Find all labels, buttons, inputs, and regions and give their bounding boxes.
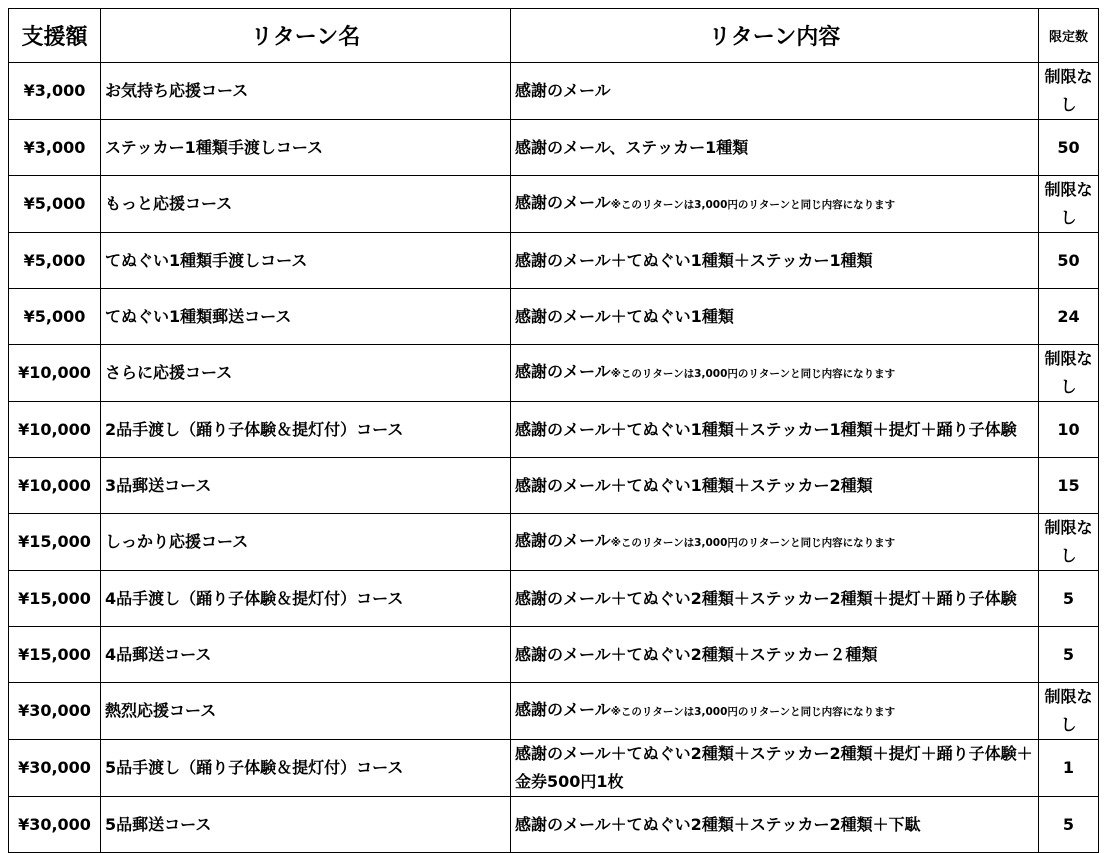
cell-limit: 制限なし (1039, 176, 1099, 233)
cell-limit: 15 (1039, 458, 1099, 514)
content-text: 感謝のメール (515, 531, 611, 550)
table-row (9, 233, 1099, 289)
cell-return-name: もっと応援コース (101, 176, 511, 233)
content-note: ※このリターンは3,000円のリターンと同じ内容になります (610, 368, 896, 380)
content-text: 感謝のメール (515, 81, 611, 100)
cell-amount: ¥15,000 (9, 571, 101, 627)
cell-return-content (511, 571, 1039, 627)
cell-amount: ¥5,000 (9, 233, 101, 289)
table-row (9, 683, 1099, 740)
content-text: 感謝のメール (515, 700, 611, 719)
cell-amount: ¥5,000 (9, 289, 101, 345)
content-note: ※このリターンは3,000円のリターンと同じ内容になります (610, 537, 896, 549)
table-row (9, 176, 1099, 233)
content-text: 感謝のメール＋てぬぐい1種類＋ステッカー1種類 (515, 250, 873, 270)
table-row (9, 514, 1099, 571)
cell-return-name: てぬぐい1種類郵送コース (101, 289, 511, 345)
content-text: 感謝のメール＋てぬぐい2種類＋ステッカー2種類＋下駄 (515, 814, 921, 834)
content-text: 感謝のメール＋てぬぐい1種類 (515, 306, 734, 326)
cell-return-name: お気持ち応援コース (101, 63, 511, 120)
table-row (9, 571, 1099, 627)
cell-amount: ¥3,000 (9, 63, 101, 120)
content-text: 感謝のメール＋てぬぐい2種類＋ステッカー２種類 (515, 644, 878, 664)
cell-return-name: ステッカー1種類手渡しコース (101, 120, 511, 176)
table-row (9, 627, 1099, 683)
table-row (9, 63, 1099, 120)
cell-limit: 5 (1039, 571, 1099, 627)
cell-return-content (511, 740, 1039, 797)
cell-return-content (511, 458, 1039, 514)
header-row (9, 9, 1099, 63)
cell-return-name: しっかり応援コース (101, 514, 511, 571)
cell-return-content (511, 233, 1039, 289)
cell-amount: ¥30,000 (9, 683, 101, 740)
table-row (9, 797, 1099, 853)
cell-return-content (511, 402, 1039, 458)
cell-limit: 50 (1039, 233, 1099, 289)
cell-return-name: てぬぐい1種類手渡しコース (101, 233, 511, 289)
cell-return-content (511, 514, 1039, 571)
cell-return-content (511, 627, 1039, 683)
header-content: リターン内容 (511, 9, 1039, 63)
cell-amount: ¥15,000 (9, 627, 101, 683)
cell-return-content (511, 289, 1039, 345)
cell-return-content (511, 120, 1039, 176)
cell-return-name: 5品郵送コース (101, 797, 511, 853)
cell-return-name: 4品手渡し（踊り子体験＆提灯付）コース (101, 571, 511, 627)
cell-amount: ¥15,000 (9, 514, 101, 571)
table-row (9, 120, 1099, 176)
cell-return-content (511, 63, 1039, 120)
cell-amount: ¥30,000 (9, 797, 101, 853)
cell-limit: 制限なし (1039, 683, 1099, 740)
cell-return-name: 2品手渡し（踊り子体験＆提灯付）コース (101, 402, 511, 458)
cell-return-name: 4品郵送コース (101, 627, 511, 683)
table-row (9, 345, 1099, 402)
content-note: ※このリターンは3,000円のリターンと同じ内容になります (610, 199, 896, 211)
cell-return-content (511, 176, 1039, 233)
cell-return-name: 熱烈応援コース (101, 683, 511, 740)
returns-table (8, 8, 1099, 853)
cell-return-name: 5品手渡し（踊り子体験＆提灯付）コース (101, 740, 511, 797)
cell-limit: 制限なし (1039, 345, 1099, 402)
header-name: リターン名 (101, 9, 511, 63)
cell-amount: ¥5,000 (9, 176, 101, 233)
header-limit: 限定数 (1039, 9, 1099, 63)
cell-limit: 1 (1039, 740, 1099, 797)
cell-amount: ¥30,000 (9, 740, 101, 797)
table-row (9, 402, 1099, 458)
cell-limit: 50 (1039, 120, 1099, 176)
cell-limit: 制限なし (1039, 514, 1099, 571)
cell-limit: 10 (1039, 402, 1099, 458)
cell-limit: 5 (1039, 627, 1099, 683)
cell-return-content (511, 683, 1039, 740)
cell-limit: 制限なし (1039, 63, 1099, 120)
content-text: 感謝のメール (515, 193, 611, 212)
table-row (9, 289, 1099, 345)
cell-return-content (511, 797, 1039, 853)
content-note: ※このリターンは3,000円のリターンと同じ内容になります (610, 706, 896, 718)
content-text: 感謝のメール (515, 362, 611, 381)
table-row (9, 458, 1099, 514)
content-text: 感謝のメール＋てぬぐい2種類＋ステッカー2種類＋提灯＋踊り子体験＋金券500円1枚 (515, 744, 1033, 791)
cell-return-content (511, 345, 1039, 402)
cell-return-name: 3品郵送コース (101, 458, 511, 514)
cell-limit: 5 (1039, 797, 1099, 853)
header-amount: 支援額 (9, 9, 101, 63)
cell-return-name: さらに応援コース (101, 345, 511, 402)
table-body (9, 63, 1099, 853)
table-row (9, 740, 1099, 797)
cell-amount: ¥10,000 (9, 402, 101, 458)
content-text: 感謝のメール＋てぬぐい1種類＋ステッカー2種類 (515, 475, 873, 495)
cell-amount: ¥10,000 (9, 458, 101, 514)
cell-amount: ¥3,000 (9, 120, 101, 176)
content-text: 感謝のメール＋てぬぐい1種類＋ステッカー1種類＋提灯＋踊り子体験 (515, 419, 1017, 439)
content-text: 感謝のメール＋てぬぐい2種類＋ステッカー2種類＋提灯＋踊り子体験 (515, 588, 1017, 608)
content-text: 感謝のメール、ステッカー1種類 (515, 137, 749, 157)
cell-amount: ¥10,000 (9, 345, 101, 402)
cell-limit: 24 (1039, 289, 1099, 345)
